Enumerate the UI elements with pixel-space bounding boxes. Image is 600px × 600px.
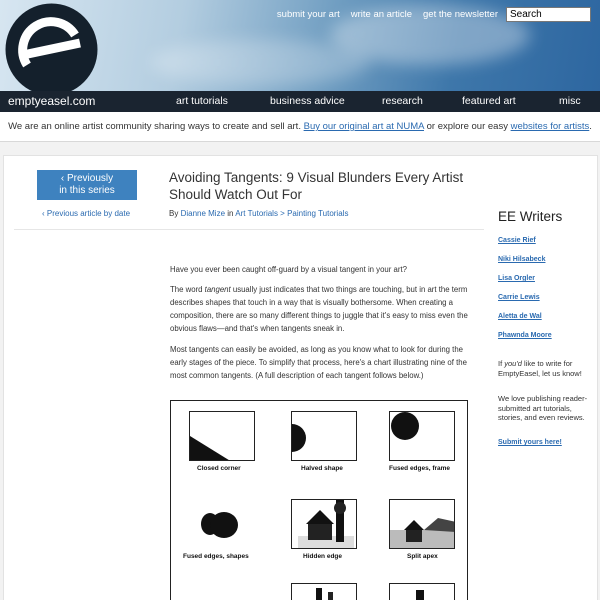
sidebar-title: EE Writers <box>498 209 563 224</box>
prev-series-line2: in this series <box>59 185 115 196</box>
byline <box>169 209 348 218</box>
article-title: Avoiding Tangents: 9 Visual Blunders Every Artist Should Watch Out For <box>169 170 464 202</box>
nav-art-tutorials[interactable]: art tutorials <box>176 95 228 107</box>
split-apex-icon <box>389 499 455 549</box>
tagline <box>0 112 600 142</box>
fused-edges-frame-icon <box>389 411 455 461</box>
tagline-text: . <box>589 121 592 132</box>
paragraph-intro: Have you ever been caught off-guard by a visual tangent in your art? <box>170 265 407 274</box>
numa-link[interactable]: Buy our original art at NUMA <box>303 121 424 132</box>
category-link[interactable]: Art Tutorials <box>235 209 278 218</box>
side-emphasis: you'd <box>504 359 522 368</box>
top-links <box>277 9 498 20</box>
prev-series-line1: ‹ Previously <box>60 173 114 184</box>
writer-link[interactable]: Lisa Orgler <box>498 275 535 282</box>
newsletter-link[interactable]: get the newsletter <box>423 9 498 20</box>
write-article-link[interactable]: write an article <box>350 9 412 20</box>
side-text: like to write for EmptyEasel, let us know! <box>498 359 582 378</box>
site-logo-icon[interactable] <box>5 3 98 96</box>
paragraph-text: usually just indicates that two things are touching, but in art the term describes shapes that touch in a way that is visually bothersome. When creating a composition, there are so many different things to juggle that it's easy to miss even the obvious flaws—and that's when tangents sneak in. <box>170 285 468 333</box>
writer-link[interactable]: Phawnda Moore <box>498 332 552 339</box>
site-name[interactable]: emptyeasel.com <box>8 94 96 108</box>
publishing-text: We love publishing reader-submitted art tutorials, stories, and even reviews. <box>498 394 588 422</box>
tagline-text: We are an online artist community sharing ways to create and sell art. <box>8 121 304 132</box>
tangent-caption: Closed corner <box>197 465 241 472</box>
paragraph-emphasis: tangent <box>204 285 231 294</box>
paragraph-chart-intro: Most tangents can easily be avoided, as long as you know what to look for during the early stages of the piece. To simplify that process, here's a chart illustrating nine of the most common tangents. (A full description of each tangent follows below.) <box>170 345 467 380</box>
side-text: If <box>498 359 505 368</box>
tangent-caption: Fused edges, frame <box>389 465 451 472</box>
closed-corner-icon <box>189 411 255 461</box>
writer-link[interactable]: Cassie Rief <box>498 237 536 244</box>
tangent-example-icon <box>291 583 357 600</box>
tangent-caption: Split apex <box>407 553 438 560</box>
tangents-chart-image <box>170 400 468 600</box>
websites-link[interactable]: websites for artists <box>510 121 590 132</box>
writer-link[interactable]: Aletta de Wal <box>498 313 542 320</box>
previous-in-series-button[interactable] <box>37 170 137 200</box>
paragraph-text: The word <box>170 285 205 294</box>
submit-yours-link[interactable]: Submit yours here! <box>498 439 562 446</box>
tangent-caption: Hidden edge <box>303 553 343 560</box>
nav-misc[interactable]: misc <box>559 95 581 107</box>
fused-edges-shapes-icon <box>189 499 255 549</box>
header-cloud <box>150 40 370 85</box>
writer-link[interactable]: Carrie Lewis <box>498 294 540 301</box>
paragraph-definition <box>170 283 470 335</box>
hidden-edge-icon <box>291 499 357 549</box>
author-link[interactable]: Dianne Mize <box>180 209 226 218</box>
halved-shape-icon <box>291 411 357 461</box>
content-panel <box>3 155 598 600</box>
nav-research[interactable]: research <box>382 95 423 107</box>
nav-featured-art[interactable]: featured art <box>462 95 516 107</box>
byline-by: By <box>169 209 181 218</box>
nav-business-advice[interactable]: business advice <box>270 95 345 107</box>
site-header <box>0 0 600 112</box>
subcategory-link[interactable]: > Painting Tutorials <box>277 209 349 218</box>
writer-link[interactable]: Niki Hilsabeck <box>498 256 546 263</box>
main-nav <box>0 91 600 112</box>
byline-in: in <box>225 209 236 218</box>
tangent-caption: Halved shape <box>301 465 343 472</box>
tangent-caption: Fused edges, shapes <box>183 553 249 560</box>
tangent-example-icon <box>389 583 455 600</box>
submit-art-link[interactable]: submit your art <box>276 9 340 20</box>
previous-by-date-link[interactable]: ‹ Previous article by date <box>42 209 131 218</box>
search-input[interactable] <box>506 7 591 22</box>
write-for-us-text <box>498 359 593 378</box>
divider <box>14 229 484 230</box>
tagline-text: or explore our easy <box>424 121 511 132</box>
